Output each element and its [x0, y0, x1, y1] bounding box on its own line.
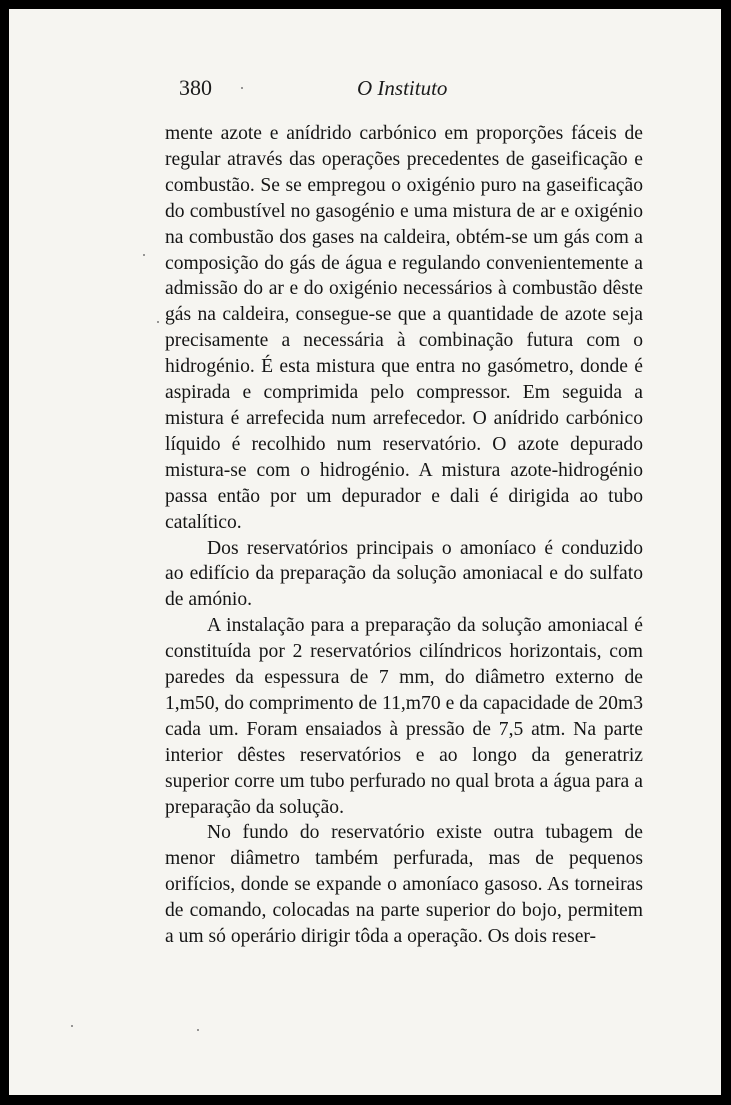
paper-speck	[71, 1025, 73, 1027]
paragraph-1: mente azote e anídrido carbónico em proporções fáceis de regular através das operações precedentes de gaseificação e combustão. Se se empregou o oxigénio puro na gaseificação do combustível no gasogénio e uma mistura de ar e oxigénio na combustão dos gases na caldeira, obtém-se um gás com a composição do gás de água e regulando convenientemente a admissão do ar e do oxigénio necessários à combustão dêste gás na caldeira, consegue-se que a quantidade de azote seja precisamente a necessária à combinação futura com o hidrogénio. É esta mistura que entra no gasómetro, donde é aspirada e comprimida pelo compressor. Em seguida a mistura é arrefecida num arrefecedor. O anídrido carbónico líquido é recolhido num reservatório. O azote depurado mistura-se com o hidrogénio. A mistura azote-hidrogénio passa então por um depurador e dali é dirigida ao tubo catalítico.	[165, 123, 643, 533]
paragraph-4: No fundo do reservatório existe outra tubagem de menor diâmetro também perfurada, mas de pequenos orifícios, donde se expande o amoníaco gasoso. As torneiras de comando, colocadas na parte superior do bojo, permitem a um só operário dirigir tôda a operação. Os dois reser-	[165, 822, 643, 948]
book-page	[9, 9, 721, 1095]
running-title: O Instituto	[357, 76, 448, 100]
paragraph-3: A instalação para a preparação da solução amoniacal é constituída por 2 reservatórios cilíndricos horizontais, com paredes da espessura de 7 mm, do diâmetro externo de 1,m50, do comprimento de 11,m70 e da capacidade de 20m3 cada um. Foram ensaiados à pressão de 7,5 atm. Na parte interior dêstes reservatórios e ao longo da generatriz superior corre um tubo perfurado no qual brota a água para a preparação da solução.	[165, 615, 643, 818]
paper-speck	[241, 87, 243, 89]
body-text	[165, 121, 643, 950]
paper-speck	[143, 254, 145, 256]
paragraph-2: Dos reservatórios principais o amoníaco é conduzido ao edifício da preparação da solução amoniacal e do sulfato de amónio.	[165, 537, 643, 611]
paper-speck	[197, 1029, 199, 1031]
running-head	[167, 73, 639, 103]
paper-speck	[157, 321, 159, 323]
page-number: 380	[179, 75, 212, 100]
